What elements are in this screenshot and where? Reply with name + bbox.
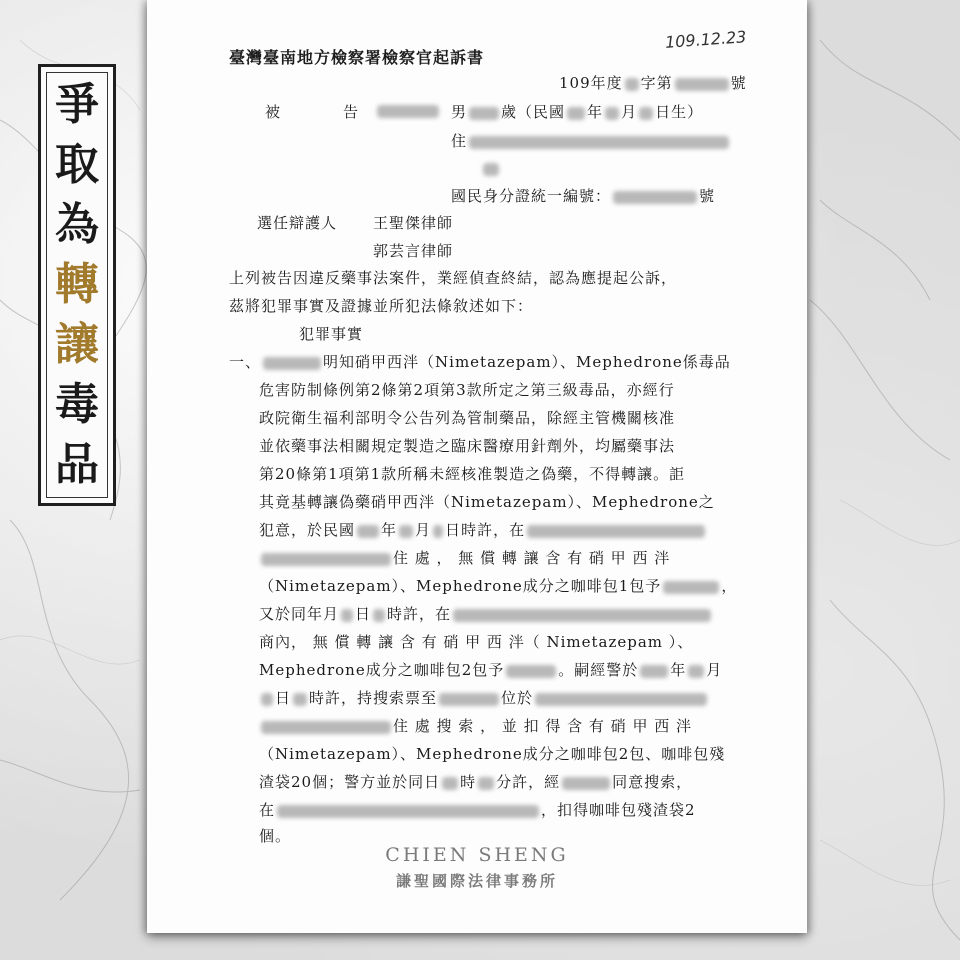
body-line-4: 並依藥事法相關規定製造之臨床醫療用針劑外，均屬藥事法 (259, 437, 676, 455)
redaction-mark (373, 609, 385, 622)
redaction-mark (261, 693, 273, 706)
redaction-mark (469, 107, 499, 120)
document-title: 臺灣臺南地方檢察署檢察官起訴書 (229, 48, 485, 67)
banner-char-highlight: 轉 (55, 259, 99, 310)
handwritten-date: 109.12.23 (664, 27, 748, 52)
redaction-mark (261, 553, 391, 566)
redaction-mark (613, 191, 697, 204)
residence-continuation (481, 159, 501, 177)
redaction-mark (527, 525, 705, 538)
firm-name-english: CHIEN SHENG (385, 844, 569, 866)
section-heading: 犯罪事實 (299, 325, 364, 343)
body-line-13: 日 時許，持搜索票至 位於 (259, 687, 709, 708)
case-number: 109年度 字第 號 (559, 74, 747, 92)
body-line-1: 一、 明知硝甲西泮（Nimetazepam）、Mephedrone係毒品 (229, 353, 731, 371)
defense-lawyer-2: 郭芸言律師 (373, 242, 454, 260)
intro-line-2: 茲將犯罪事實及證據並所犯法條敘述如下： (229, 297, 534, 315)
redaction-mark (567, 107, 585, 120)
redaction-mark (688, 665, 704, 678)
redaction-mark (562, 777, 610, 790)
redaction-mark (261, 721, 391, 734)
redaction-mark (639, 107, 653, 120)
redaction-mark (663, 581, 719, 594)
redaction-mark (341, 609, 353, 622)
firm-name-chinese: 謙聖國際法律事務所 (395, 872, 558, 890)
title-banner (38, 64, 116, 506)
body-line-8: 住 處 ， 無 償 轉 讓 含 有 硝 甲 西 泮 (259, 547, 670, 568)
body-line-3: 政院衛生福利部明令公告列為管制藥品，除經主管機關核准 (259, 409, 676, 427)
redaction-mark (605, 107, 619, 120)
banner-char: 品 (55, 439, 99, 490)
defendant-label-b: 告 (343, 103, 360, 121)
redaction-mark (357, 525, 379, 538)
intro-line-1: 上列被告因違反藥事法案件，業經偵查終結，認為應提起公訴， (229, 269, 678, 287)
defendant-details: 男 歲（民國 年 月 日生） (451, 103, 704, 121)
redaction-mark (506, 665, 556, 678)
body-line-10: 又於同年月 日 時許，在 (259, 603, 713, 624)
body-line-16: 渣袋20個；警方並於同日 時 分許，經 同意搜索， (259, 773, 693, 791)
banner-char: 毒 (55, 379, 99, 430)
id-number-line: 國民身分證統一編號： 號 (451, 187, 716, 205)
defense-label: 選任辯護人 (257, 214, 338, 232)
body-line-7: 犯意，於民國 年 月 日時許，在 (259, 519, 707, 540)
redaction-mark (399, 525, 413, 538)
defendant-info (375, 101, 441, 119)
body-line-14: 住 處 搜 索 ， 並 扣 得 含 有 硝 甲 西 泮 (259, 715, 692, 736)
body-line-6: 其竟基轉讓偽藥硝甲西泮（Nimetazepam）、Mephedrone之 (259, 493, 715, 511)
banner-char: 取 (55, 139, 99, 190)
redaction-mark (453, 609, 711, 622)
redaction-mark (675, 78, 729, 91)
banner-char: 爭 (55, 79, 99, 130)
banner-char: 為 (55, 199, 99, 250)
body-line-5: 第20條第1項第1款所稱未經核准製造之偽藥，不得轉讓。詎 (259, 465, 686, 483)
body-line-18: 個。 (259, 827, 292, 845)
body-line-15: （Nimetazepam）、Mephedrone成分之咖啡包2包、咖啡包殘 (259, 745, 726, 763)
redaction-mark (640, 665, 668, 678)
body-line-17: 在 ，扣得咖啡包殘渣袋2 (259, 801, 696, 819)
redaction-mark (439, 693, 499, 706)
redaction-mark (277, 805, 539, 818)
redaction-mark (469, 136, 729, 149)
defendant-label-a: 被 (265, 103, 282, 121)
redaction-mark (263, 357, 321, 370)
body-line-12: Mephedrone成分之咖啡包2包予 。嗣經警於 年 月 (259, 661, 723, 679)
redaction-mark (625, 78, 639, 91)
redaction-mark (483, 163, 499, 176)
body-line-2: 危害防制條例第2條第2項第3款所定之第三級毒品，亦經行 (259, 381, 675, 399)
redaction-mark (442, 777, 458, 790)
banner-char-highlight: 讓 (55, 319, 99, 370)
redaction-mark (377, 105, 439, 118)
redaction-mark (293, 693, 307, 706)
body-line-11: 商內， 無 償 轉 讓 含 有 硝 甲 西 泮（ Nimetazepam ）、 (259, 633, 694, 651)
redaction-mark (535, 693, 707, 706)
redaction-mark (478, 777, 494, 790)
residence-line: 住 (451, 130, 731, 151)
redaction-mark (433, 525, 443, 538)
body-line-9: （Nimetazepam）、Mephedrone成分之咖啡包1包予 ， (259, 577, 738, 595)
defense-lawyer-1: 王聖傑律師 (373, 214, 454, 232)
indictment-document (147, 0, 807, 933)
